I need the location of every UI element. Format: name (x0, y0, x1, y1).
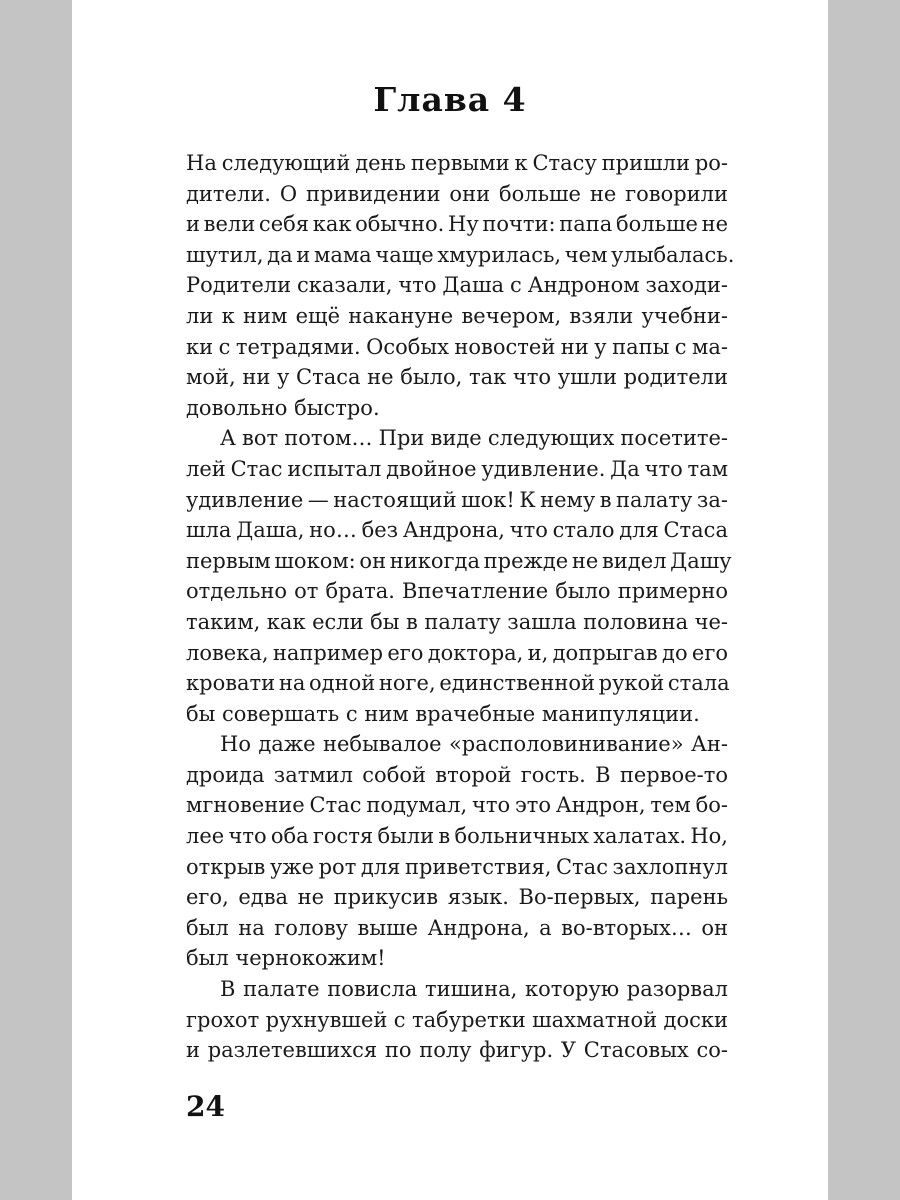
text-line: ли к ним ещё накануне вечером, взяли учебни- (186, 303, 728, 328)
page-number: 24 (186, 1090, 225, 1123)
text-line: довольно быстро. (186, 395, 380, 420)
text-line: отдельно от брата. Впечатление было примерно (186, 579, 728, 604)
text-line: был чернокожим! (186, 946, 386, 971)
text-line: его, едва не прикусив язык. Во-первых, парень (186, 885, 729, 910)
chapter-body (186, 148, 735, 1066)
text-line: шутил, да и мама чаще хмурилась, чем улыбалась. (186, 242, 735, 267)
text-line: А вот потом… При виде следующих посетите- (220, 426, 729, 451)
text-line: мгновение Стас подумал, что это Андрон, тем бо- (186, 793, 728, 818)
text-line: дроида затмил собой второй гость. В первое-то (186, 762, 728, 787)
text-line: мой, ни у Стаса не было, так что ушли родители (186, 365, 729, 390)
text-line: дители. О привидении они больше не говорили (186, 181, 729, 206)
text-line: таким, как если бы в палату зашла половина че- (186, 609, 729, 634)
text-line: лее что оба гостя были в больничных халатах. Но, (186, 824, 728, 849)
text-line: бы совершать с ним врачебные манипуляции. (186, 701, 700, 726)
text-line: ловека, например его доктора, и, допрыгав до его (186, 640, 728, 665)
book-page (72, 0, 828, 1200)
chapter-title: Глава 4 (373, 80, 527, 119)
text-line: Родители сказали, что Даша с Андроном заходи- (186, 273, 729, 298)
text-line: и разлетевшихся по полу фигур. У Стасовых со- (186, 1038, 728, 1063)
text-line: и вели себя как обычно. Ну почти: папа больше не (186, 212, 729, 237)
text-line: Но даже небывалое «располовинивание» Ан- (220, 732, 729, 757)
text-line: первым шоком: он никогда прежде не видел Дашу (186, 548, 732, 573)
text-line: лей Стас испытал двойное удивление. Да что там (186, 456, 729, 481)
text-line: В палате повисла тишина, которую разорвал (220, 977, 728, 1002)
text-line: открыв уже рот для приветствия, Стас захлопнул (186, 854, 729, 879)
text-line: шла Даша, но… без Андрона, что стало для Стаса (186, 518, 728, 543)
text-line: кровати на одной ноге, единственной рукой стала (186, 671, 730, 696)
text-line: грохот рухнувшей с табуретки шахматной доски (186, 1007, 728, 1032)
text-line: ки с тетрадями. Особых новостей ни у папы с ма- (186, 334, 728, 359)
text-line: удивление — настоящий шок! К нему в палату за- (186, 487, 728, 512)
text-line: был на голову выше Андрона, а во-вторых… он (186, 915, 728, 940)
text-line: На следующий день первыми к Стасу пришли ро- (186, 151, 729, 175)
